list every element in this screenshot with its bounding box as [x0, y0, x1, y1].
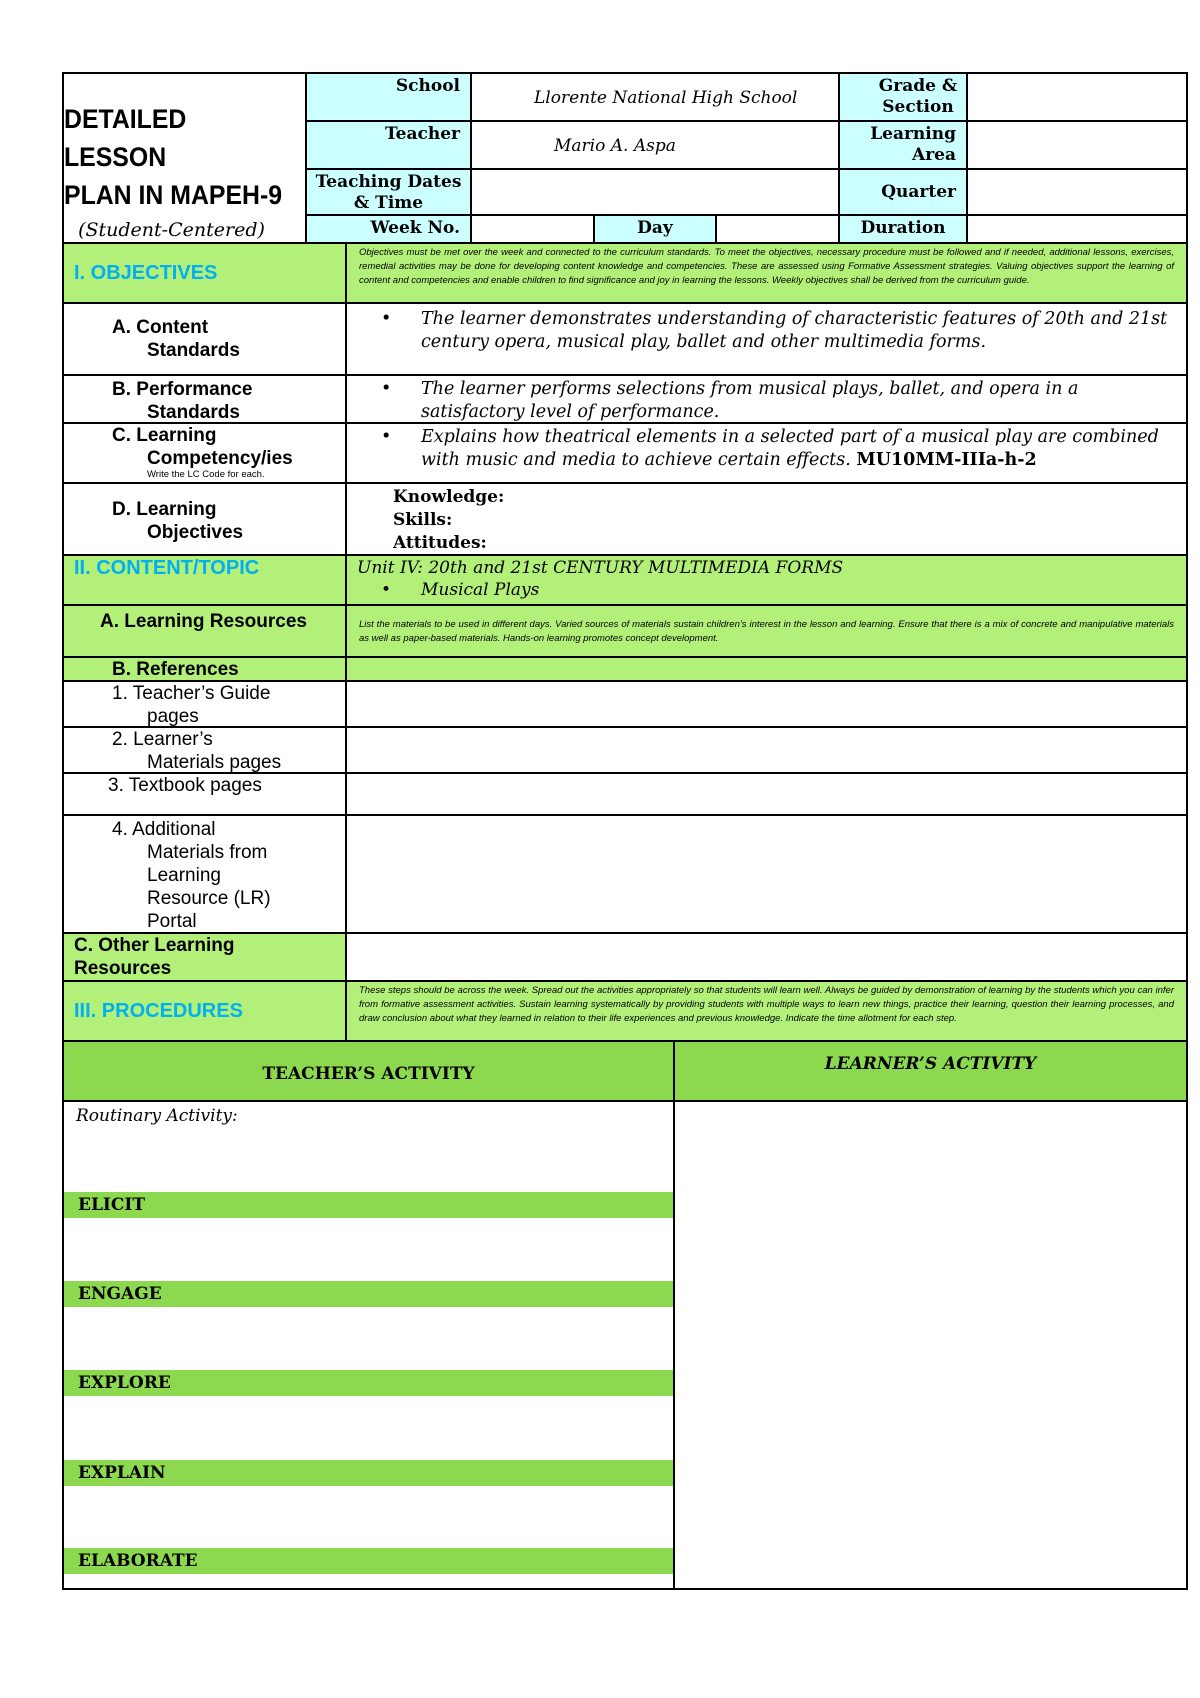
content-standards-label: A. Content Standards — [62, 302, 347, 376]
learning-competency-value: • Explains how theatrical elements in a selected part of a musical play are combined with music and media to achieve certain effects. MU10MM-IIIa-h-2 — [345, 422, 1188, 484]
learning-resources-note: List the materials to be used in different days. Varied sources of materials sustain children’s interest in the lesson and learning. Ensure that there is a mix of concrete and manipulative materials as well as paper-based materials. Hands-on learning promotes concept development. — [345, 604, 1188, 658]
lc-code-note: Write the LC Code for each. — [147, 469, 265, 480]
references-value — [345, 656, 1188, 682]
title-line-2: PLAN IN MAPEH-9 — [64, 180, 283, 210]
bullet-icon: • — [381, 580, 392, 600]
week-label: Week No. — [305, 214, 472, 244]
content-standards-value: • The learner demonstrates understanding of characteristic features of 20th and 21st century opera, musical play, ballet and other multimedia forms. — [345, 302, 1188, 376]
lc-code: MU10MM-IIIa-h-2 — [856, 450, 1037, 470]
procedures-title: III. PROCEDURES — [74, 1000, 243, 1022]
title-line-1: DETAILED LESSON — [64, 104, 187, 172]
teachers-guide-value[interactable] — [345, 680, 1188, 728]
teacher-label: Teacher — [305, 120, 472, 170]
performance-standards-label: B. Performance Standards — [62, 374, 347, 424]
dates-label: Teaching Dates & Time — [305, 168, 472, 216]
unit-title: Unit IV: 20th and 21st CENTURY MULTIMEDIA FORMS — [357, 558, 844, 578]
skills-label: Skills: — [393, 510, 453, 530]
bullet-icon: • — [381, 309, 392, 329]
objectives-title: I. OBJECTIVES — [74, 262, 218, 284]
textbook-pages-value[interactable] — [345, 772, 1188, 816]
day-label: Day — [593, 214, 717, 244]
objectives-heading-cell — [62, 242, 347, 304]
school-value[interactable]: Llorente National High School — [470, 72, 840, 122]
teacher-activity-header: TEACHER’S ACTIVITY — [62, 1040, 675, 1102]
title-subtitle: (Student-Centered) — [78, 219, 265, 241]
attitudes-label: Attitudes: — [393, 533, 487, 553]
content-topic-value — [345, 554, 1188, 606]
day-value[interactable] — [715, 214, 840, 244]
other-resources-label: C. Other Learning Resources — [62, 932, 347, 982]
area-value[interactable] — [966, 120, 1188, 170]
teacher-activity-body[interactable] — [62, 1100, 675, 1590]
step-engage[interactable]: ENGAGE — [64, 1281, 673, 1307]
week-value[interactable] — [470, 214, 595, 244]
learner-activity-body[interactable] — [673, 1100, 1188, 1590]
learners-materials-label: 2. Learner’s Materials pages — [62, 726, 347, 774]
quarter-value[interactable] — [966, 168, 1188, 216]
title-block — [64, 100, 304, 241]
routinary-activity-label: Routinary Activity: — [76, 1106, 238, 1126]
references-label: B. References — [62, 656, 347, 682]
topic: Musical Plays — [421, 580, 540, 600]
objectives-note: Objectives must be met over the week and connected to the curriculum standards. To meet the objectives, necessary procedure must be followed and if needed, additional lessons, exercises, remedial activities may be done for developing content knowledge and competencies. These are assessed using Formative Assessment strategies. Valuing objectives support the learning of content and competencies and enable children to find significance and joy in learning the lessons. Weekly objectives shall be derived from the curriculum guide. — [345, 242, 1188, 304]
learners-materials-value[interactable] — [345, 726, 1188, 774]
duration-value[interactable] — [966, 214, 1188, 244]
step-explore[interactable]: EXPLORE — [64, 1370, 673, 1396]
learning-competency-label: C. Learning Competency/ies Write the LC Code for each. — [62, 422, 347, 484]
other-resources-value[interactable] — [345, 932, 1188, 982]
performance-standards-value: • The learner performs selections from musical plays, ballet, and opera in a satisfactory level of performance. — [345, 374, 1188, 424]
step-explain[interactable]: EXPLAIN — [64, 1460, 673, 1486]
school-label: School — [305, 72, 472, 122]
grade-label: Grade & Section — [838, 72, 968, 122]
quarter-label: Quarter — [838, 168, 968, 216]
grade-value[interactable] — [966, 72, 1188, 122]
textbook-pages-label: 3. Textbook pages — [62, 772, 347, 816]
duration-label: Duration — [838, 214, 968, 244]
area-label: Learning Area — [838, 120, 968, 170]
content-heading-cell — [62, 554, 347, 606]
learning-objectives-label: D. Learning Objectives — [62, 482, 347, 556]
dates-value[interactable] — [470, 168, 840, 216]
additional-materials-value[interactable] — [345, 814, 1188, 934]
additional-materials-label: 4. Additional Materials from Learning Resource (LR) Portal — [62, 814, 347, 934]
knowledge-label: Knowledge: — [393, 487, 505, 507]
learner-activity-header: LEARNER’S ACTIVITY — [673, 1040, 1188, 1102]
teachers-guide-label: 1. Teacher’s Guide pages — [62, 680, 347, 728]
procedures-note: These steps should be across the week. Spread out the activities appropriately so that students will learn well. Always be guided by demonstration of learning by the students which you can infer from formative assessment activities. Sustain learning systematically by providing students with multiple ways to learn new things, practice their learning, question their learning processes, and draw conclusion about what they learned in relation to their life experiences and previous knowledge. Indicate the time allotment for each step. — [345, 980, 1188, 1042]
step-elicit[interactable]: ELICIT — [64, 1192, 673, 1218]
teacher-value[interactable]: Mario A. Aspa — [470, 120, 840, 170]
procedures-heading-cell — [62, 980, 347, 1042]
bullet-icon: • — [381, 427, 392, 447]
step-elaborate[interactable]: ELABORATE — [64, 1548, 673, 1574]
bullet-icon: • — [381, 379, 392, 399]
content-title: II. CONTENT/TOPIC — [74, 557, 260, 579]
learning-resources-label: A. Learning Resources — [62, 604, 347, 658]
learning-objectives-value[interactable] — [345, 482, 1188, 556]
